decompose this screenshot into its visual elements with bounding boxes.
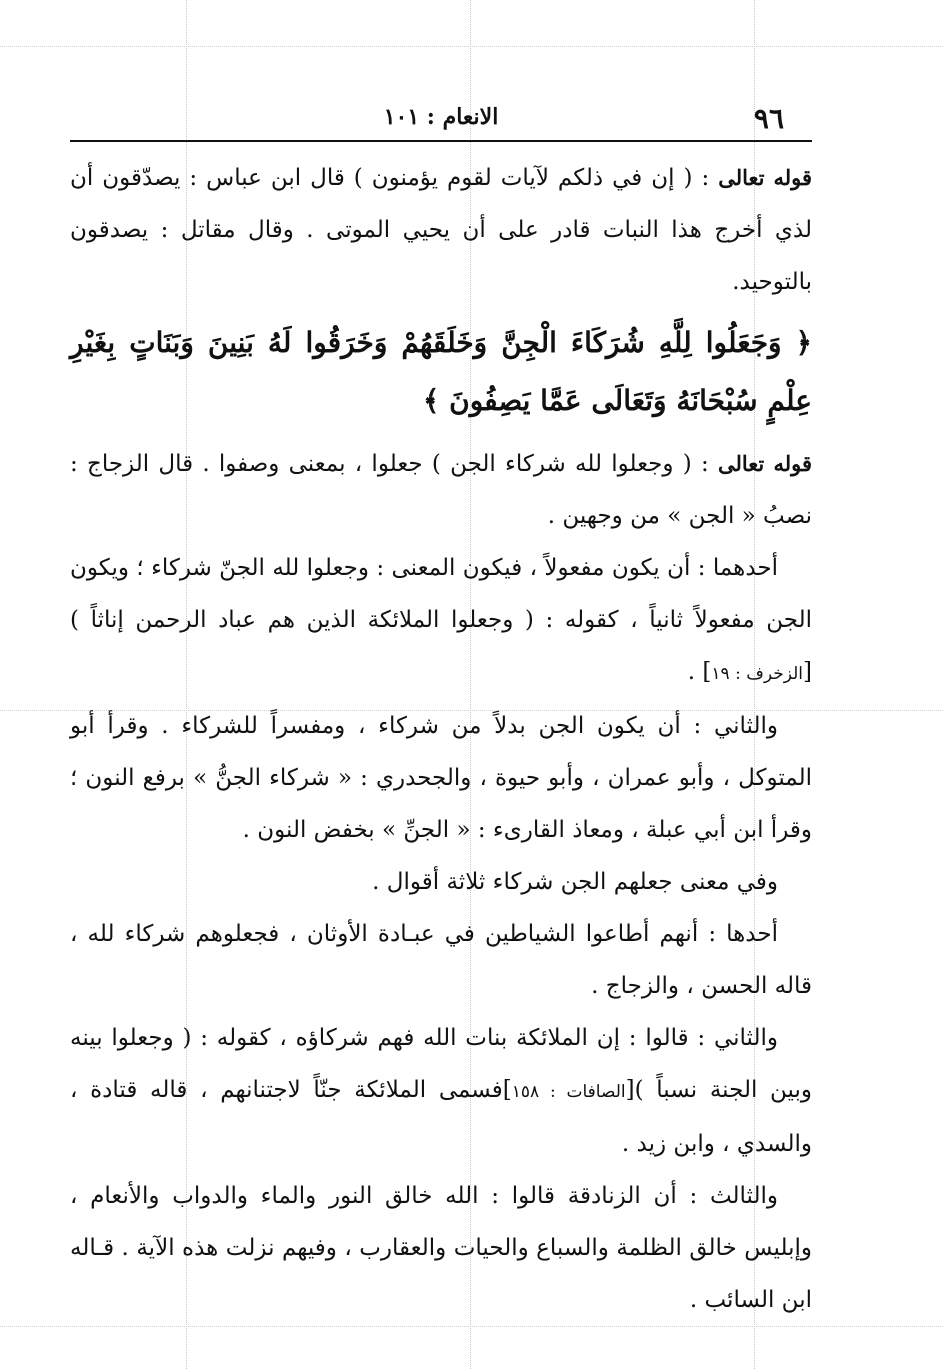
citation: الزخرف : ١٩ <box>711 664 804 684</box>
ornate-bracket-close: ﴾ <box>423 384 440 417</box>
surah-reference: الانعام : ١٠١ <box>383 104 499 130</box>
verse-text: وَجَعَلُوا لِلَّهِ شُرَكَاءَ الْجِنَّ وَخَلَقَهُمْ وَخَرَقُوا لَهُ بَنِينَ وَبَنَاتٍ بِغَيْرِ عِلْمٍ سُبْحَانَهُ وَتَعَالَى عَمَّا يَصِفُونَ <box>70 326 812 417</box>
commentary-paragraph <box>70 1012 812 1170</box>
paragraph-lead: قوله تعالى <box>718 165 813 190</box>
scan-guide-line <box>0 46 943 47</box>
document-page <box>70 92 812 1326</box>
commentary-paragraph: أحدها : أنهم أطاعوا الشياطين في عبـادة الأوثان ، فجعلوهم شركاء لله ، قاله الحسن ، والزجاج . <box>70 921 812 999</box>
ornate-bracket-open: ﴿ <box>795 326 813 359</box>
page-number: ٩٦ <box>753 102 784 135</box>
commentary-paragraph <box>70 438 812 542</box>
commentary-paragraph <box>70 152 812 308</box>
commentary-paragraph <box>70 542 812 700</box>
paragraph-text: : ( إن في ذلكم لآيات لقوم يؤمنون ) قال ابن عباس : يصدّقون أن لذي أخرج هذا النبات قادر على أن يحيي الموتى . وقال مقاتل : يصدقون بالتوحيد. <box>70 165 812 295</box>
commentary-paragraph: والثاني : أن يكون الجن بدلاً من شركاء ، ومفسراً للشركاء . وقرأ أبو المتوكل ، وأبو عمران ، وأبو حيوة ، والجحدري : « شركاء الجنُّ » برفع النون ؛ وقرأ ابن أبي عبلة ، ومعاذ القارىء : « الجنِّ » بخفض النون . <box>70 713 812 843</box>
quran-verse <box>70 314 812 430</box>
page-header <box>70 92 812 142</box>
paragraph-text: : ( وجعلوا لله شركاء الجن ) جعلوا ، بمعنى وصفوا . قال الزجاج : نصبُ « الجن » من وجهين . <box>70 451 812 529</box>
scan-guide-line <box>0 1326 943 1327</box>
commentary-paragraph: وفي معنى جعلهم الجن شركاء ثلاثة أقوال . <box>372 869 778 895</box>
paragraph-text: أحدهما : أن يكون مفعولاً ، فيكون المعنى : وجعلوا لله الجنّ شركاء ؛ ويكون الجن مفعولاً ثانياً ، كقوله : ( وجعلوا الملائكة الذين هم عباد الرحمن إناثاً ) [ <box>70 555 812 685</box>
paragraph-text: ]فسمى الملائكة جنّاً لاجتنانهم ، قاله قتادة ، والسدي ، وابن زيد . <box>70 1077 812 1157</box>
paragraph-text: ] . <box>687 659 712 685</box>
paragraph-text: والثاني : قالوا : إن الملائكة بنات الله فهم شركاؤه ، كقوله : ( وجعلوا بينه وبين الجنة نسباً )[ <box>70 1025 812 1103</box>
commentary-paragraph: والثالث : أن الزنادقة قالوا : الله خالق النور والماء والدواب والأنعام ، وإبليس خالق الظلمة والسباع والحيات والعقارب ، وفيهم نزلت هذه الآية . قـاله ابن السائب . <box>70 1183 812 1313</box>
paragraph-lead: قوله تعالى <box>717 451 812 476</box>
citation: الصافات : ١٥٨ <box>511 1082 626 1102</box>
